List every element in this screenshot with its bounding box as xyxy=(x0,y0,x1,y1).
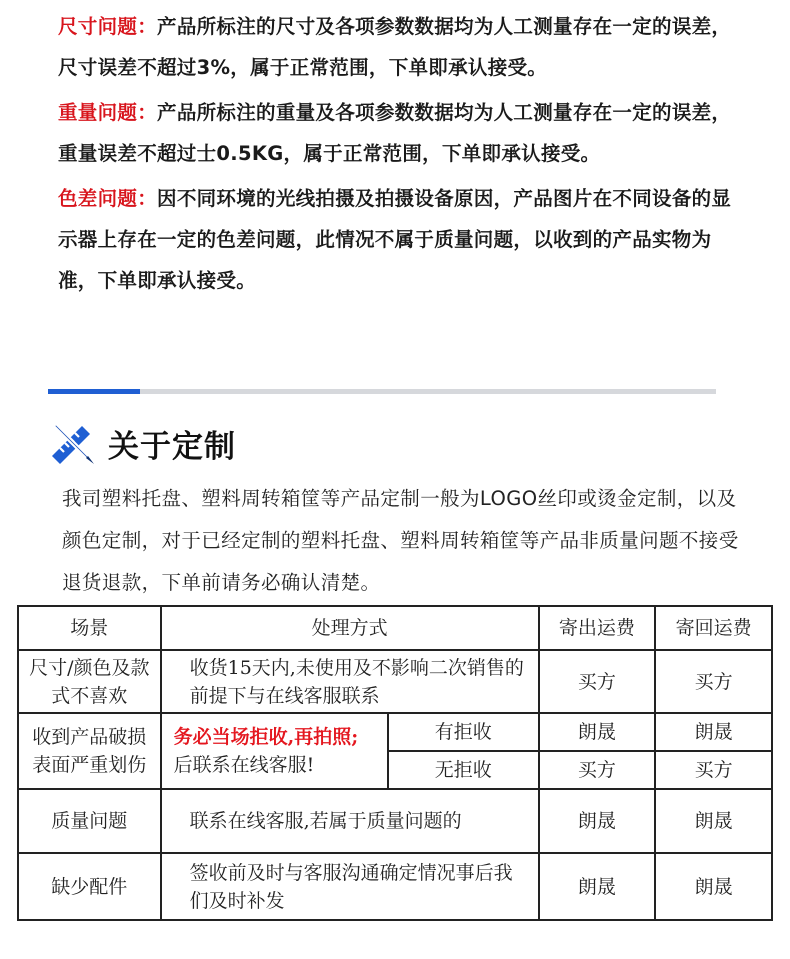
row3-scene: 质量问题 xyxy=(18,789,161,853)
row2-sub1-ship-back: 朗晟 xyxy=(655,713,772,751)
note-weight-label: 重量问题： xyxy=(58,101,158,124)
row2-method-warning: 务必当场拒收,再拍照; xyxy=(173,726,359,748)
note-color xyxy=(58,178,748,301)
note-color-label: 色差问题： xyxy=(58,187,158,210)
custom-section-body: 我司塑料托盘、塑料周转箱筐等产品定制一般为LOGO丝印或烫金定制，以及颜色定制，对于已经定制的塑料托盘、塑料周转箱筐等产品非质量问题不接受退货退款，下单前请务必确认清楚。 xyxy=(62,487,739,594)
table-row xyxy=(18,713,772,751)
divider-accent xyxy=(48,389,140,394)
row3-ship-back: 朗晟 xyxy=(655,789,772,853)
note-color-text: 因不同环境的光线拍摄及拍摄设备原因，产品图片在不同设备的显示器上存在一定的色差问题，此情况不属于质量问题，以收到的产品实物为准，下单即承认接受。 xyxy=(58,187,732,292)
row2-method xyxy=(161,713,388,789)
row3-method: 联系在线客服,若属于质量问题的 xyxy=(161,789,539,853)
header-method: 处理方式 xyxy=(161,606,539,650)
row2-sub2-ship-out: 买方 xyxy=(539,751,656,789)
row1-method: 收货15天内,未使用及不影响二次销售的前提下与在线客服联系 xyxy=(161,650,539,713)
note-size-label: 尺寸问题： xyxy=(58,15,158,38)
custom-section-header xyxy=(48,418,236,468)
note-weight-text: 产品所标注的重量及各项参数数据均为人工测量存在一定的误差，重量误差不超过士0.5KG，属于正常范围，下单即承认接受。 xyxy=(58,101,732,165)
row2-sub2-ship-back: 买方 xyxy=(655,751,772,789)
row2-sub1-ship-out: 朗晟 xyxy=(539,713,656,751)
table-row xyxy=(18,853,772,920)
row4-scene: 缺少配件 xyxy=(18,853,161,920)
table-row xyxy=(18,650,772,713)
row4-ship-back: 朗晟 xyxy=(655,853,772,920)
header-scene: 场景 xyxy=(18,606,161,650)
section-divider xyxy=(48,389,716,394)
custom-section-title: 关于定制 xyxy=(108,428,236,465)
header-ship-out: 寄出运费 xyxy=(539,606,656,650)
note-size-text: 产品所标注的尺寸及各项参数数据均为人工测量存在一定的误差，尺寸误差不超过3%，属于正常范围，下单即承认接受。 xyxy=(58,15,732,79)
after-sales-table xyxy=(17,605,773,921)
row1-ship-out: 买方 xyxy=(539,650,656,713)
row2-scene: 收到产品破损表面严重划伤 xyxy=(18,713,161,789)
note-size xyxy=(58,6,748,88)
header-ship-back: 寄回运费 xyxy=(655,606,772,650)
table-row xyxy=(18,789,772,853)
row1-ship-back: 买方 xyxy=(655,650,772,713)
notes-section xyxy=(58,6,748,305)
row1-scene: 尺寸/颜色及款式不喜欢 xyxy=(18,650,161,713)
row3-ship-out: 朗晟 xyxy=(539,789,656,853)
row2-method-rest: 后联系在线客服! xyxy=(173,754,315,776)
table-header-row xyxy=(18,606,772,650)
row2-sub2-label: 无拒收 xyxy=(388,751,539,789)
ruler-pencil-icon xyxy=(48,418,98,468)
row4-ship-out: 朗晟 xyxy=(539,853,656,920)
row2-sub1-label: 有拒收 xyxy=(388,713,539,751)
note-weight xyxy=(58,92,748,174)
row4-method: 签收前及时与客服沟通确定情况事后我们及时补发 xyxy=(161,853,539,920)
